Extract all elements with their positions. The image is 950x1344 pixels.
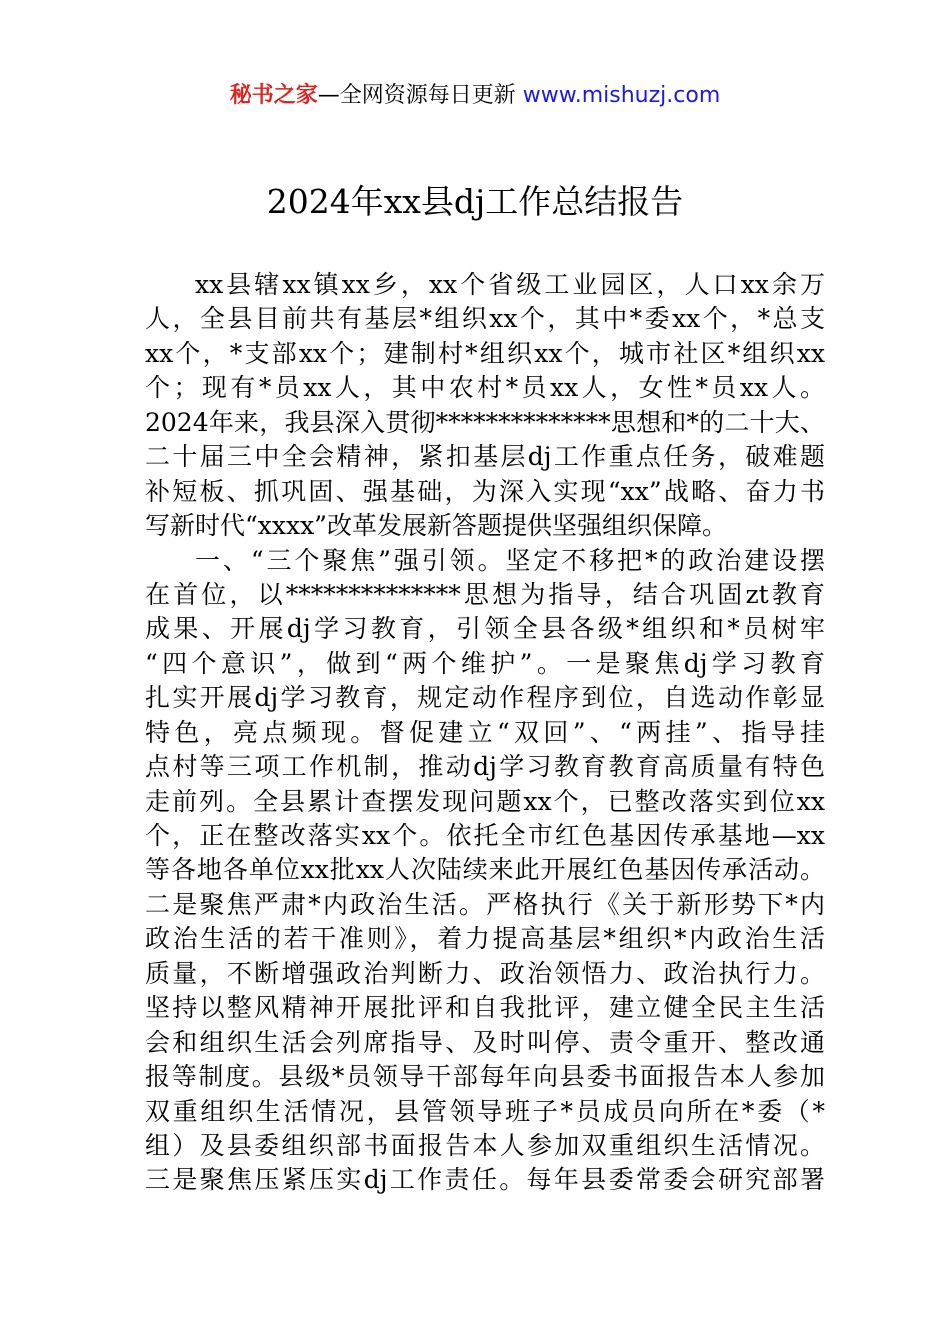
body-line: 会和组织生活会列席指导、及时叫停、责令重开、整改通	[145, 1027, 825, 1057]
site-url: www.mishuzj.com	[522, 83, 721, 108]
body-line: 走前列。全县累计查摆发现问题xx个，已整改落实到位xx	[145, 786, 825, 816]
body-line: 双重组织生活情况，县管领导班子*员成员向所在*委（*	[145, 1096, 825, 1126]
body-line: 成果、开展dj学习教育，引领全县各级*组织和*员树牢	[145, 614, 825, 644]
body-line: 个，正在整改落实xx个。依托全市红色基因传承基地—xx	[145, 821, 825, 850]
document-title: 2024年xx县dj工作总结报告	[266, 182, 684, 221]
body-line: 等各地各单位xx批xx人次陆续来此开展红色基因传承活动。	[145, 855, 825, 885]
document-body	[145, 268, 825, 1198]
body-line: 扎实开展dj学习教育，规定动作程序到位，自选动作彰显	[145, 683, 825, 713]
body-line: 2024年来，我县深入贯彻**************思想和*的二十大、	[145, 407, 825, 437]
body-line: 组）及县委组织部书面报告本人参加双重组织生活情况。	[145, 1130, 825, 1160]
body-line: 在首位，以**************思想为指导，结合巩固zt教育	[145, 579, 825, 609]
body-line: 二十届三中全会精神，紧扣基层dj工作重点任务，破难题	[145, 442, 825, 472]
body-line: xx个，*支部xx个；建制村*组织xx个，城市社区*组织xx	[145, 338, 825, 368]
body-line: 政治生活的若干准则》，着力提高基层*组织*内政治生活	[145, 924, 825, 954]
body-line: 一、“三个聚焦”强引领。坚定不移把*的政治建设摆	[195, 545, 825, 575]
body-line: 特色，亮点频现。督促建立“双回”、“两挂”、指导挂	[145, 717, 825, 747]
body-line: 质量，不断增强政治判断力、政治领悟力、政治执行力。	[145, 958, 825, 988]
body-line: 三是聚焦压紧压实dj工作责任。每年县委常委会研究部署	[145, 1165, 825, 1195]
body-line: “四个意识”，做到“两个维护”。一是聚焦dj学习教育	[145, 648, 825, 678]
body-line: 二是聚焦严肃*内政治生活。严格执行《关于新形势下*内	[145, 889, 825, 919]
body-line: 点村等三项工作机制，推动dj学习教育教育高质量有特色	[145, 752, 825, 782]
brand-name: 秘书之家	[229, 83, 318, 108]
body-line: 人，全县目前共有基层*组织xx个，其中*委xx个，*总支	[145, 304, 825, 334]
body-line: xx县辖xx镇xx乡，xx个省级工业园区，人口xx余万	[195, 270, 825, 299]
body-line: 补短板、抓巩固、强基础，为深入实现“xx”战略、奋力书	[145, 476, 825, 506]
body-line: 写新时代“xxxx”改革发展新答题提供坚强组织保障。	[145, 511, 727, 541]
body-line: 报等制度。县级*员领导干部每年向县委书面报告本人参加	[145, 1062, 825, 1092]
site-header	[0, 80, 950, 112]
header-tagline: —全网资源每日更新	[317, 83, 516, 108]
body-line: 坚持以整风精神开展批评和自我批评，建立健全民主生活	[145, 993, 825, 1023]
body-line: 个；现有*员xx人，其中农村*员xx人，女性*员xx人。	[145, 373, 825, 403]
